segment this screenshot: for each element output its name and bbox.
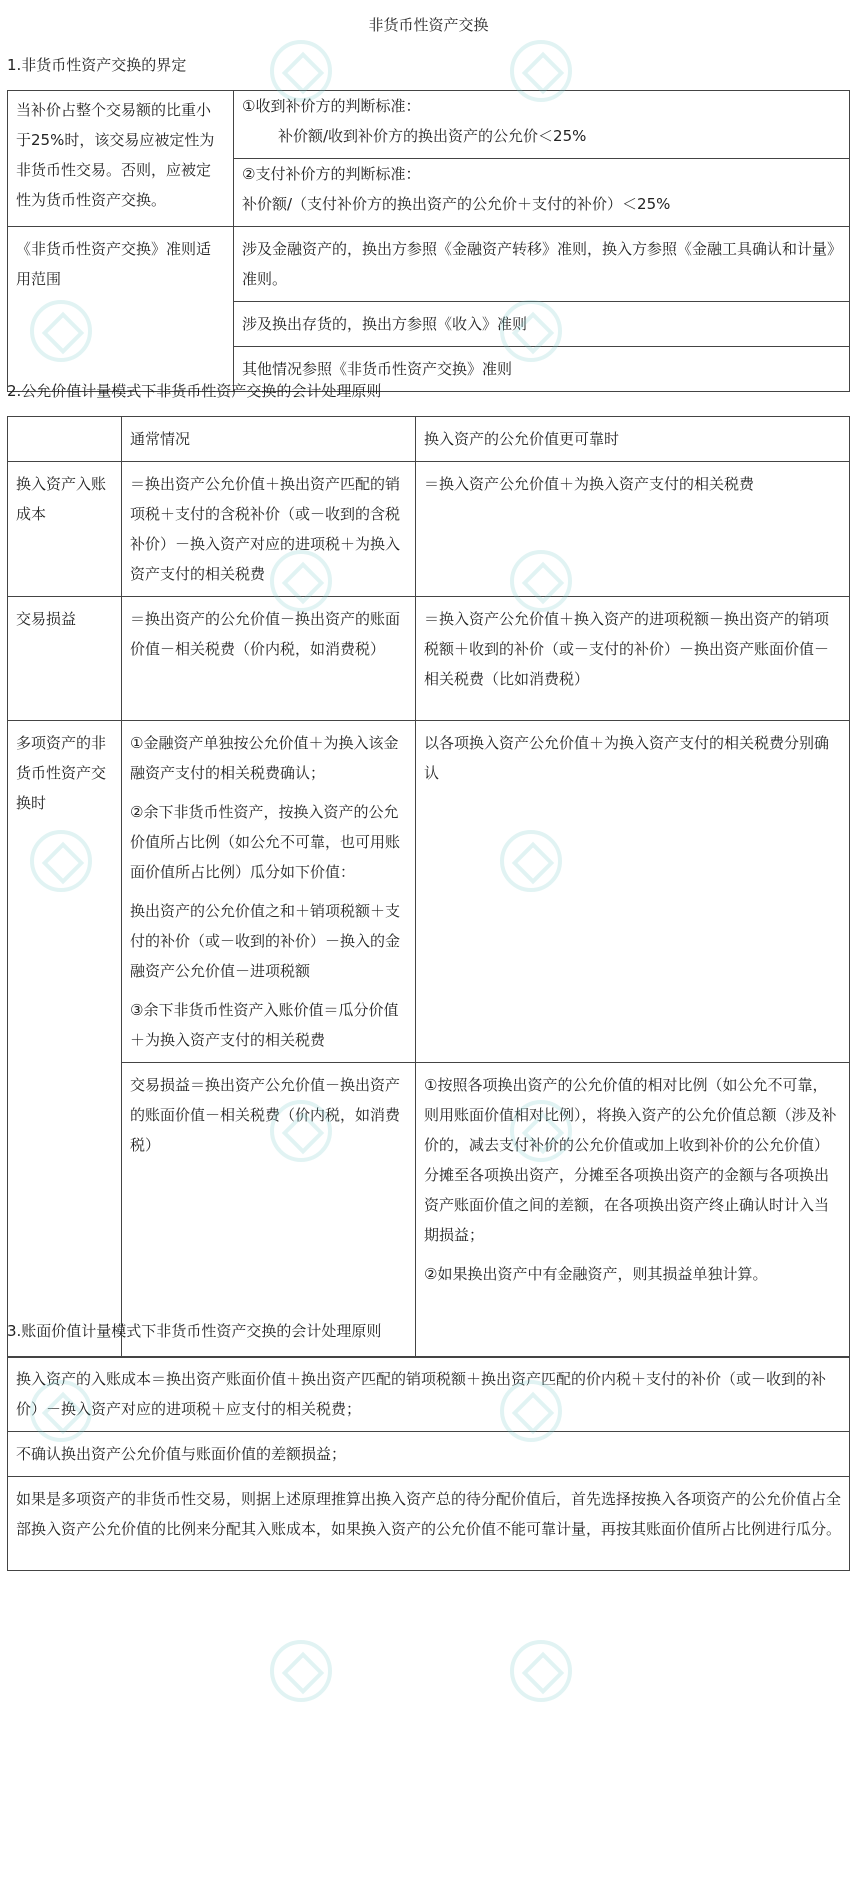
row-cost-label-cell	[8, 462, 122, 597]
scope-label: 《非货币性资产交换》准则适用范围	[16, 240, 212, 288]
receiver-criteria-cell	[234, 91, 850, 159]
scope-financial-text: 涉及金融资产的，换出方参照《金融资产转移》准则，换入方参照《金融工具确认和计量》准则。	[242, 240, 835, 288]
definition-text: 当补价占整个交易额的比重小于25%时，该交易应被定性为非货币性交易。否则，应被定性为货币性资产交换。	[16, 101, 215, 209]
row-multi-label-cell	[8, 721, 122, 1358]
multi-normal-step-1: ①金融资产单独按公允价值＋为换入该金融资产支付的相关税费确认；	[130, 734, 399, 782]
payer-criteria-cell	[234, 159, 850, 227]
header-reliable-cell	[416, 417, 850, 462]
column-header-reliable: 换入资产的公允价值更可靠时	[424, 430, 620, 448]
row-gain-label-cell	[8, 597, 122, 721]
row-gain-normal-text: ＝换出资产的公允价值－换出资产的账面价值－相关税费（价内税，如消费税）	[130, 610, 401, 658]
row-multi-label: 多项资产的非货币性资产交换时	[16, 734, 107, 812]
definition-cell	[8, 91, 234, 227]
multi-normal-allocation: 换出资产的公允价值之和＋销项税额＋支付的补价（或－收到的补价）－换入的金融资产公允价值－进项税额	[130, 902, 401, 980]
multi-gain-reliable-step-2: ②如果换出资产中有金融资产，则其损益单独计算。	[424, 1265, 768, 1283]
book-multi-text: 如果是多项资产的非货币性交易，则据上述原理推算出换入资产总的待分配价值后，首先选择按换入各项资产的公允价值占全部换入资产公允价值的比例来分配其入账成本，如果换入资产的公允价值不能可靠计量，再按其账面价值所占比例进行瓜分。	[16, 1490, 842, 1538]
multi-normal-step-3: ③余下非货币性资产入账价值＝瓜分价值＋为换入资产支付的相关税费	[130, 1001, 399, 1049]
scope-inventory-text: 涉及换出存货的，换出方参照《收入》准则	[242, 315, 528, 333]
payer-criteria-formula: 补价额/（支付补价方的换出资产的公允价＋支付的补价）＜25%	[242, 195, 671, 213]
payer-criteria-title: ②支付补价方的判断标准：	[242, 165, 421, 183]
row-multi-normal-cell	[122, 721, 416, 1063]
section2-heading: 2.公允价值计量模式下非货币性资产交换的会计处理原则	[7, 382, 382, 400]
receiver-criteria-formula: 补价额/收到补价方的换出资产的公允价＜25%	[278, 127, 587, 145]
book-cost-text: 换入资产的入账成本＝换出资产账面价值＋换出资产匹配的销项税额＋换出资产匹配的价内税＋支付的补价（或－收到的补价）－换入资产对应的进项税＋应支付的相关税费；	[16, 1370, 827, 1418]
scope-label-cell	[8, 227, 234, 392]
section3-heading: 3.账面价值计量模式下非货币性资产交换的会计处理原则	[7, 1322, 382, 1340]
definition-table	[7, 90, 850, 392]
row-gain-label: 交易损益	[16, 610, 77, 628]
scope-inventory-cell	[234, 302, 850, 347]
row-cost-normal-text: ＝换出资产公允价值＋换出资产匹配的销项税＋支付的含税补价（或－收到的含税补价）－换入资产对应的进项税＋为换入资产支付的相关税费	[130, 475, 401, 583]
header-empty-cell	[8, 417, 122, 462]
row-multi-gain-normal-cell	[122, 1063, 416, 1358]
row-multi-gain-normal-text: 交易损益＝换出资产公允价值－换出资产的账面价值－相关税费（价内税，如消费税）	[130, 1076, 401, 1154]
multi-gain-reliable-step-1: ①按照各项换出资产的公允价值的相对比例（如公允不可靠，则用账面价值相对比例），将换入资产的公允价值总额（涉及补价的，减去支付补价的公允价值或加上收到补价的公允价值）分摊至各项换出资产，分摊至各项换出资产的金额与各项换出资产账面价值之间的差额，在各项换出资产终止确认时计入当期损益；	[424, 1076, 837, 1244]
multi-normal-step-2: ②余下非货币性资产，按换入资产的公允价值所占比例（如公允不可靠，也可用账面价值所占比例）瓜分如下价值：	[130, 803, 401, 881]
column-header-normal: 通常情况	[130, 430, 191, 448]
watermark-logo	[270, 1640, 332, 1702]
receiver-criteria-title: ①收到补价方的判断标准：	[242, 97, 421, 115]
row-multi-reliable-cell	[416, 721, 850, 1063]
header-normal-cell	[122, 417, 416, 462]
book-no-gain-text: 不确认换出资产公允价值与账面价值的差额损益；	[16, 1445, 347, 1463]
book-value-table	[7, 1356, 850, 1571]
row-gain-reliable-cell	[416, 597, 850, 721]
row-gain-reliable-text: ＝换入资产公允价值＋换入资产的进项税额－换出资产的销项税额＋收到的补价（或－支付的补价）－换出资产账面价值－相关税费（比如消费税）	[424, 610, 830, 688]
book-multi-cell	[8, 1477, 850, 1571]
row-cost-label: 换入资产入账成本	[16, 475, 107, 523]
page-title: 非货币性资产交换	[368, 16, 489, 34]
book-cost-cell	[8, 1357, 850, 1432]
book-no-gain-cell	[8, 1432, 850, 1477]
row-multi-reliable-text: 以各项换入资产公允价值＋为换入资产支付的相关税费分别确认	[424, 734, 830, 782]
watermark-logo	[510, 1640, 572, 1702]
row-cost-normal-cell	[122, 462, 416, 597]
scope-financial-cell	[234, 227, 850, 302]
row-multi-gain-reliable-cell	[416, 1063, 850, 1358]
row-gain-normal-cell	[122, 597, 416, 721]
section1-heading: 1.非货币性资产交换的界定	[7, 56, 187, 74]
row-cost-reliable-text: ＝换入资产公允价值＋为换入资产支付的相关税费	[424, 475, 755, 493]
fair-value-table	[7, 416, 850, 1358]
row-cost-reliable-cell	[416, 462, 850, 597]
scope-other-text: 其他情况参照《非货币性资产交换》准则	[242, 360, 513, 378]
